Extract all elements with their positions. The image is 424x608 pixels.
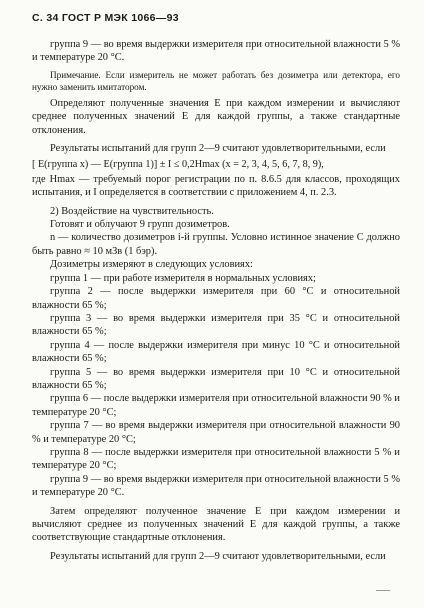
paragraph: n — количество дозиметров i-й группы. Условно истинное значение С должно быть равно ≈ 10 мЗв (1 бэр). <box>32 232 400 257</box>
list-item: группа 8 — после выдержки измерителя при относительной влажности 5 % и температуре 20 °С; <box>32 446 400 472</box>
note: Примечание. Если измеритель не может работать без дозиметра или детектора, его нужно заменить имитатором. <box>32 69 400 92</box>
paragraph: Определяют полученные значения E при каждом измерении и вычисляют среднее полученных значений E для каждой группы, а также стандартные отклонения. <box>32 97 400 136</box>
paragraph: Затем определяют полученное значение E при каждом измерении и вычисляют среднее из полученных значений E для каждой группы, а также соответствующие стандартные отклонения. <box>32 505 400 544</box>
list-item: группа 5 — во время выдержки измерителя при 10 °С и относительной влажности 65 %; <box>32 366 400 391</box>
list-item: группа 7 — во время выдержки измерителя при относительной влажности 90 % и температуре 20 °С; <box>32 420 400 445</box>
page-end-mark <box>376 590 390 591</box>
paragraph: Результаты испытаний для групп 2—9 считают удовлетворительными, если <box>50 143 386 155</box>
page-body <box>32 38 400 563</box>
list-item: группа 2 — после выдержки измерителя при 60 °С и относительной влажности 65 %; <box>32 286 400 311</box>
list-item: группа 3 — во время выдержки измерителя при 35 °С и относительной влажности 65 %; <box>32 312 400 338</box>
page-header: С. 34 ГОСТ Р МЭК 1066—93 <box>32 12 179 24</box>
paragraph: Результаты испытаний для групп 2—9 считают удовлетворительными, если <box>50 550 386 562</box>
paragraph: Дозиметры измеряют в следующих условиях: <box>50 259 253 271</box>
paragraph: группа 9 — во время выдержки измерителя при относительной влажности 5 % и температуре 20 °С. <box>32 39 400 64</box>
formula: [ E(группа x) — E(группа 1)] ± I ≤ 0,2Hmax (x = 2, 3, 4, 5, 6, 7, 8, 9), <box>32 159 324 171</box>
paragraph: где Hmax — требуемый порог регистрации по п. 8.6.5 для классов, проходящих испытания, и I определяется в соответствии с приложением 4, п. 2.3. <box>32 173 400 199</box>
paragraph: 2) Воздействие на чувствительность. <box>50 205 214 217</box>
paragraph: Готовят и облучают 9 групп дозиметров. <box>50 219 230 231</box>
list-item: группа 6 — после выдержки измерителя при относительной влажности 90 % и температуре 20 °С; <box>32 393 400 418</box>
list-item: группа 1 — при работе измерителя в нормальных условиях; <box>50 272 316 284</box>
list-item: группа 4 — после выдержки измерителя при минус 10 °С и относительной влажности 65 %; <box>32 339 400 365</box>
list-item: группа 9 — во время выдержки измерителя при относительной влажности 5 % и температуре 20 °С. <box>32 473 400 499</box>
